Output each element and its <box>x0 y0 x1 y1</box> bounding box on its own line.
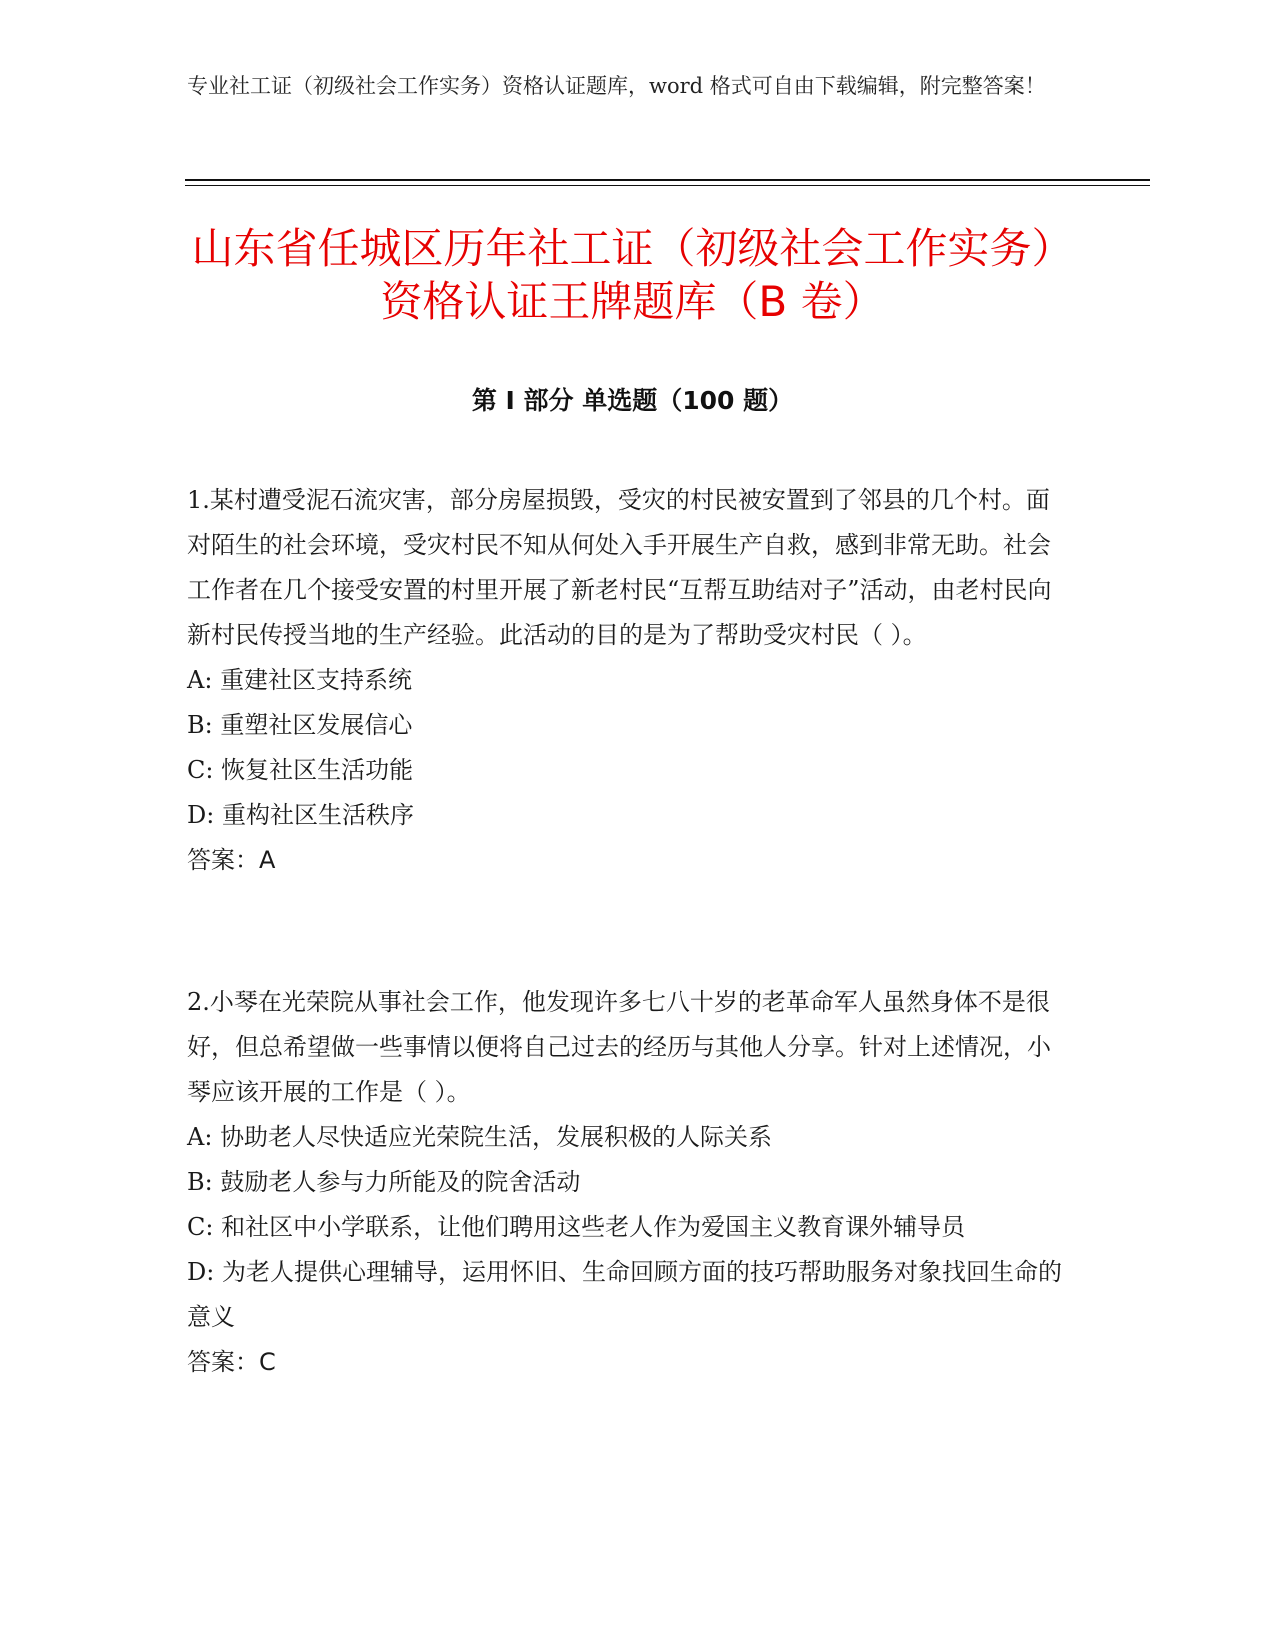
header-divider-thin <box>185 185 1150 186</box>
header-note: 专业社工证（初级社会工作实务）资格认证题库，word 格式可自由下载编辑，附完整答案！ <box>187 74 1046 98</box>
option-letter: B: <box>187 711 213 739</box>
option-letter: D: <box>187 1258 215 1286</box>
option-text: 和社区中小学联系，让他们聘用这些老人作为爱国主义教育课外辅导员 <box>221 1213 966 1241</box>
document-title: 山东省任城区历年社工证（初级社会工作实务）资格认证王牌题库（B 卷） <box>191 224 1074 326</box>
option-d <box>187 1250 1067 1340</box>
option-letter: D: <box>187 801 215 829</box>
option-b <box>187 703 1067 748</box>
option-text: 重塑社区发展信心 <box>220 711 413 739</box>
question-stem: 2.小琴在光荣院从事社会工作，他发现许多七八十岁的老革命军人虽然身体不是很好，但总希望做一些事情以便将自己过去的经历与其他人分享。针对上述情况，小琴应该开展的工作是（ ）。 <box>187 988 1051 1106</box>
option-letter: C: <box>187 756 214 784</box>
option-text: 恢复社区生活功能 <box>221 756 414 784</box>
option-a <box>187 1115 1067 1160</box>
answer: 答案：C <box>187 1348 276 1376</box>
option-text: 为老人提供心理辅导，运用怀旧、生命回顾方面的技巧帮助服务对象找回生命的意义 <box>187 1258 1062 1331</box>
question-1 <box>187 478 1067 883</box>
header-divider-thick <box>185 179 1150 181</box>
section-heading: 第 I 部分 单选题（100 题） <box>471 386 794 415</box>
option-c <box>187 748 1067 793</box>
option-c <box>187 1205 1067 1250</box>
option-text: 重建社区支持系统 <box>220 666 413 694</box>
option-letter: B: <box>187 1168 213 1196</box>
question-stem: 1.某村遭受泥石流灾害，部分房屋损毁，受灾的村民被安置到了邻县的几个村。面对陌生的社会环境，受灾村民不知从何处入手开展生产自救，感到非常无助。社会工作者在几个接受安置的村里开展了新老村民“互帮互助结对子”活动，由老村民向新村民传授当地的生产经验。此活动的目的是为了帮助受灾村民（ ）。 <box>187 486 1052 649</box>
option-text: 协助老人尽快适应光荣院生活，发展积极的人际关系 <box>220 1123 773 1151</box>
question-2 <box>187 980 1067 1385</box>
option-a <box>187 658 1067 703</box>
option-text: 重构社区生活秩序 <box>221 801 414 829</box>
option-d <box>187 793 1067 838</box>
answer: 答案：A <box>187 846 276 874</box>
option-letter: A: <box>187 666 213 694</box>
option-letter: C: <box>187 1213 214 1241</box>
option-letter: A: <box>187 1123 213 1151</box>
option-b <box>187 1160 1067 1205</box>
option-text: 鼓励老人参与力所能及的院舍活动 <box>220 1168 581 1196</box>
